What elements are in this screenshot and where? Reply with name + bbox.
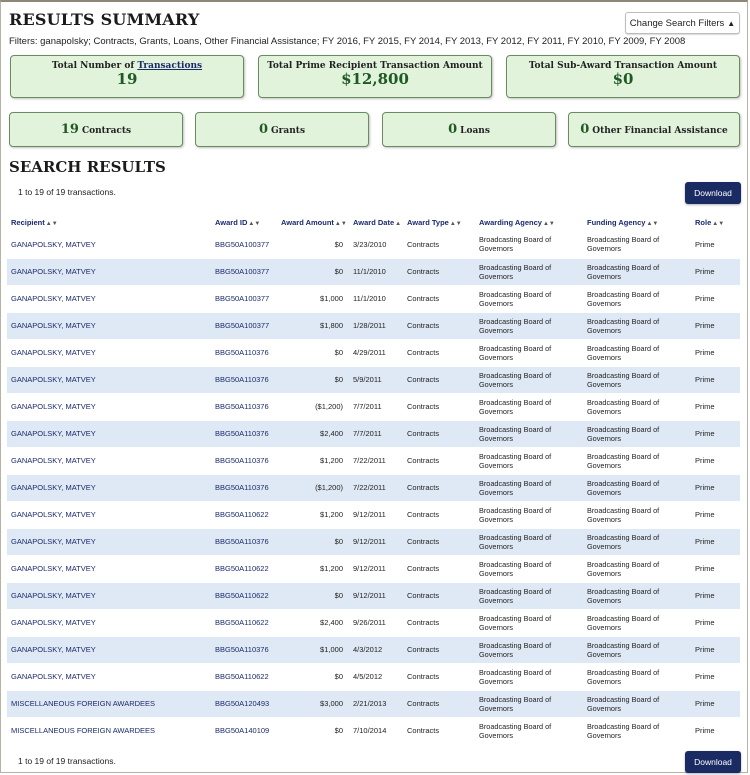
cell-role: Prime [691, 663, 740, 690]
download-button-top[interactable]: Download [685, 182, 741, 204]
table-row [7, 393, 740, 420]
cell-award-type: Contracts [403, 312, 475, 339]
cell-role: Prime [691, 312, 740, 339]
cell-award-date: 5/9/2011 [349, 366, 403, 393]
table-row [7, 555, 740, 582]
cell-award-id[interactable]: BBG50A110376 [211, 447, 277, 474]
cell-award-amount: $0 [277, 717, 349, 744]
cell-role: Prime [691, 501, 740, 528]
change-search-filters-label: Change Search Filters [629, 18, 725, 29]
cell-award-id[interactable]: BBG50A110376 [211, 636, 277, 663]
cell-award-date: 11/1/2010 [349, 285, 403, 312]
cell-award-id[interactable]: BBG50A120493 [211, 690, 277, 717]
cell-award-amount: ($1,200) [277, 393, 349, 420]
cell-awarding-agency: Broadcasting Board of Governors [475, 690, 583, 717]
cell-recipient[interactable]: GANAPOLSKY, MATVEY [7, 582, 211, 609]
cell-award-amount: $0 [277, 339, 349, 366]
cell-role: Prime [691, 420, 740, 447]
col-award-date[interactable]: Award Date▲ [353, 218, 402, 227]
cell-funding-agency: Broadcasting Board of Governors [583, 690, 691, 717]
filters-text: Filters: ganapolsky; Contracts, Grants, Loans, Other Financial Assistance; FY 2016, FY 2015, FY 2014, FY 2013, FY 2012, FY 2011, FY 2010, FY 2009, FY 2008 [9, 36, 686, 47]
cell-awarding-agency: Broadcasting Board of Governors [475, 501, 583, 528]
cell-award-amount: $0 [277, 231, 349, 258]
results-summary-title: RESULTS SUMMARY [9, 10, 200, 29]
cell-award-amount: $3,000 [277, 690, 349, 717]
subaward-amount-value: $0 [612, 70, 634, 88]
cell-awarding-agency: Broadcasting Board of Governors [475, 231, 583, 258]
loans-count: 0 [448, 122, 458, 137]
cell-awarding-agency: Broadcasting Board of Governors [475, 609, 583, 636]
col-award-id[interactable]: Award ID▲▼ [215, 218, 261, 227]
cell-role: Prime [691, 528, 740, 555]
cell-award-id[interactable]: BBG50A100377 [211, 285, 277, 312]
cell-award-amount: $1,800 [277, 312, 349, 339]
cell-awarding-agency: Broadcasting Board of Governors [475, 636, 583, 663]
cell-role: Prime [691, 447, 740, 474]
cell-award-date: 9/12/2011 [349, 555, 403, 582]
cell-awarding-agency: Broadcasting Board of Governors [475, 555, 583, 582]
table-row [7, 339, 740, 366]
col-award-type[interactable]: Award Type▲▼ [407, 218, 462, 227]
cell-award-type: Contracts [403, 258, 475, 285]
cell-award-type: Contracts [403, 285, 475, 312]
cell-funding-agency: Broadcasting Board of Governors [583, 366, 691, 393]
prime-amount-card [258, 55, 492, 98]
cell-award-date: 9/12/2011 [349, 582, 403, 609]
cell-award-type: Contracts [403, 555, 475, 582]
total-transactions-value: 19 [116, 70, 138, 88]
cell-awarding-agency: Broadcasting Board of Governors [475, 285, 583, 312]
cell-award-date: 7/22/2011 [349, 474, 403, 501]
sort-asc-icon: ▲ [395, 221, 402, 227]
table-row [7, 528, 740, 555]
cell-role: Prime [691, 582, 740, 609]
cell-award-id[interactable]: BBG50A110376 [211, 474, 277, 501]
cell-awarding-agency: Broadcasting Board of Governors [475, 393, 583, 420]
cell-recipient[interactable]: MISCELLANEOUS FOREIGN AWARDEES [7, 717, 211, 744]
cell-award-amount: $0 [277, 258, 349, 285]
cell-award-id[interactable]: BBG50A110376 [211, 420, 277, 447]
table-header-row [7, 214, 740, 231]
cell-recipient[interactable]: GANAPOLSKY, MATVEY [7, 339, 211, 366]
cell-award-date: 9/12/2011 [349, 501, 403, 528]
cell-awarding-agency: Broadcasting Board of Governors [475, 528, 583, 555]
col-funding-agency[interactable]: Funding Agency▲▼ [587, 218, 659, 227]
cell-award-type: Contracts [403, 501, 475, 528]
grants-card[interactable] [195, 112, 369, 147]
cell-award-date: 7/22/2011 [349, 447, 403, 474]
cell-award-id[interactable]: BBG50A110376 [211, 366, 277, 393]
sort-icon: ▲▼ [646, 221, 659, 227]
cell-funding-agency: Broadcasting Board of Governors [583, 609, 691, 636]
contracts-card[interactable] [9, 112, 183, 147]
cell-award-amount: $0 [277, 366, 349, 393]
cell-award-date: 1/28/2011 [349, 312, 403, 339]
cell-award-type: Contracts [403, 420, 475, 447]
cell-funding-agency: Broadcasting Board of Governors [583, 312, 691, 339]
cell-award-date: 4/3/2012 [349, 636, 403, 663]
cell-award-date: 3/23/2010 [349, 231, 403, 258]
cell-award-date: 2/21/2013 [349, 690, 403, 717]
cell-award-date: 4/29/2011 [349, 339, 403, 366]
other-assistance-count: 0 [580, 122, 590, 137]
table-row [7, 501, 740, 528]
cell-role: Prime [691, 258, 740, 285]
cell-recipient[interactable]: GANAPOLSKY, MATVEY [7, 501, 211, 528]
table-row [7, 312, 740, 339]
table-row [7, 717, 740, 744]
cell-funding-agency: Broadcasting Board of Governors [583, 528, 691, 555]
cell-role: Prime [691, 339, 740, 366]
results-count-bottom: 1 to 19 of 19 transactions. [18, 756, 116, 766]
cell-funding-agency: Broadcasting Board of Governors [583, 258, 691, 285]
cell-role: Prime [691, 636, 740, 663]
cell-award-amount: $1,200 [277, 447, 349, 474]
cell-awarding-agency: Broadcasting Board of Governors [475, 312, 583, 339]
results-table [7, 214, 740, 745]
col-award-amount[interactable]: Award Amount▲▼ [281, 218, 347, 227]
cell-award-type: Contracts [403, 717, 475, 744]
cell-role: Prime [691, 609, 740, 636]
cell-award-type: Contracts [403, 528, 475, 555]
sort-icon: ▲▼ [542, 221, 555, 227]
cell-funding-agency: Broadcasting Board of Governors [583, 474, 691, 501]
cell-recipient[interactable]: GANAPOLSKY, MATVEY [7, 258, 211, 285]
download-button-bottom[interactable]: Download [685, 751, 741, 773]
sort-icon: ▲▼ [45, 221, 58, 227]
prime-amount-value: $12,800 [341, 70, 409, 88]
cell-award-id[interactable]: BBG50A110622 [211, 609, 277, 636]
cell-recipient[interactable]: GANAPOLSKY, MATVEY [7, 366, 211, 393]
cell-role: Prime [691, 555, 740, 582]
loans-label: Loans [460, 126, 490, 136]
cell-award-id[interactable]: BBG50A100377 [211, 231, 277, 258]
cell-award-type: Contracts [403, 690, 475, 717]
cell-award-type: Contracts [403, 447, 475, 474]
cell-funding-agency: Broadcasting Board of Governors [583, 393, 691, 420]
cell-award-date: 7/7/2011 [349, 420, 403, 447]
table-row [7, 366, 740, 393]
cell-award-id[interactable]: BBG50A110622 [211, 555, 277, 582]
cell-awarding-agency: Broadcasting Board of Governors [475, 663, 583, 690]
table-row [7, 582, 740, 609]
cell-award-type: Contracts [403, 609, 475, 636]
cell-award-amount: $0 [277, 582, 349, 609]
cell-awarding-agency: Broadcasting Board of Governors [475, 582, 583, 609]
change-search-filters-button[interactable] [625, 12, 740, 34]
cell-award-type: Contracts [403, 231, 475, 258]
cell-award-amount: $1,200 [277, 555, 349, 582]
cell-role: Prime [691, 690, 740, 717]
cell-role: Prime [691, 231, 740, 258]
grants-count: 0 [258, 122, 268, 137]
cell-award-type: Contracts [403, 663, 475, 690]
cell-recipient[interactable]: GANAPOLSKY, MATVEY [7, 420, 211, 447]
grants-label: Grants [271, 126, 306, 136]
cell-recipient[interactable]: GANAPOLSKY, MATVEY [7, 231, 211, 258]
cell-recipient[interactable]: GANAPOLSKY, MATVEY [7, 474, 211, 501]
cell-role: Prime [691, 717, 740, 744]
cell-awarding-agency: Broadcasting Board of Governors [475, 474, 583, 501]
sort-icon: ▲▼ [712, 221, 725, 227]
sort-icon: ▲▼ [449, 221, 462, 227]
cell-award-date: 11/1/2010 [349, 258, 403, 285]
cell-award-id[interactable]: BBG50A140109 [211, 717, 277, 744]
cell-role: Prime [691, 285, 740, 312]
sort-icon: ▲▼ [334, 221, 347, 227]
cell-funding-agency: Broadcasting Board of Governors [583, 555, 691, 582]
cell-awarding-agency: Broadcasting Board of Governors [475, 258, 583, 285]
cell-award-type: Contracts [403, 474, 475, 501]
table-row [7, 690, 740, 717]
transactions-link[interactable]: Transactions [137, 61, 203, 71]
cell-funding-agency: Broadcasting Board of Governors [583, 285, 691, 312]
cell-award-id[interactable]: BBG50A110622 [211, 582, 277, 609]
cell-award-type: Contracts [403, 393, 475, 420]
cell-recipient[interactable]: GANAPOLSKY, MATVEY [7, 555, 211, 582]
cell-role: Prime [691, 366, 740, 393]
cell-funding-agency: Broadcasting Board of Governors [583, 663, 691, 690]
contracts-label: Contracts [81, 126, 132, 136]
col-awarding-agency[interactable]: Awarding Agency▲▼ [479, 218, 555, 227]
cell-award-amount: $1,000 [277, 285, 349, 312]
loans-card[interactable] [382, 112, 556, 147]
cell-award-id[interactable]: BBG50A100377 [211, 258, 277, 285]
prime-amount-label: Total Prime Recipient Transaction Amount [267, 61, 483, 71]
cell-award-type: Contracts [403, 366, 475, 393]
cell-recipient[interactable]: GANAPOLSKY, MATVEY [7, 528, 211, 555]
col-role[interactable]: Role▲▼ [695, 218, 725, 227]
cell-recipient[interactable]: GANAPOLSKY, MATVEY [7, 285, 211, 312]
col-recipient[interactable]: Recipient▲▼ [11, 218, 58, 227]
table-row [7, 663, 740, 690]
cell-award-amount: ($1,200) [277, 474, 349, 501]
cell-recipient[interactable]: MISCELLANEOUS FOREIGN AWARDEES [7, 690, 211, 717]
cell-awarding-agency: Broadcasting Board of Governors [475, 339, 583, 366]
results-count-top: 1 to 19 of 19 transactions. [18, 187, 116, 197]
cell-award-id[interactable]: BBG50A110376 [211, 528, 277, 555]
cell-award-id[interactable]: BBG50A110622 [211, 663, 277, 690]
contracts-count: 19 [60, 122, 79, 137]
cell-recipient[interactable]: GANAPOLSKY, MATVEY [7, 447, 211, 474]
cell-award-date: 9/26/2011 [349, 609, 403, 636]
subaward-amount-label: Total Sub-Award Transaction Amount [528, 61, 718, 71]
cell-award-type: Contracts [403, 582, 475, 609]
table-row [7, 474, 740, 501]
cell-role: Prime [691, 474, 740, 501]
search-results-title: SEARCH RESULTS [9, 158, 166, 176]
table-row [7, 420, 740, 447]
sort-icon: ▲▼ [248, 221, 261, 227]
cell-recipient[interactable]: GANAPOLSKY, MATVEY [7, 609, 211, 636]
cell-award-date: 7/10/2014 [349, 717, 403, 744]
table-row [7, 258, 740, 285]
cell-award-type: Contracts [403, 339, 475, 366]
cell-award-amount: $0 [277, 528, 349, 555]
cell-award-amount: $2,400 [277, 420, 349, 447]
table-row [7, 609, 740, 636]
cell-award-date: 4/5/2012 [349, 663, 403, 690]
other-assistance-card[interactable] [568, 112, 740, 147]
other-assistance-label: Other Financial Assistance [592, 126, 728, 136]
cell-awarding-agency: Broadcasting Board of Governors [475, 717, 583, 744]
caret-up-icon: ▲ [727, 19, 736, 28]
cell-awarding-agency: Broadcasting Board of Governors [475, 447, 583, 474]
cell-funding-agency: Broadcasting Board of Governors [583, 717, 691, 744]
cell-funding-agency: Broadcasting Board of Governors [583, 447, 691, 474]
cell-recipient[interactable]: GANAPOLSKY, MATVEY [7, 393, 211, 420]
cell-award-id[interactable]: BBG50A110376 [211, 393, 277, 420]
cell-funding-agency: Broadcasting Board of Governors [583, 231, 691, 258]
cell-funding-agency: Broadcasting Board of Governors [583, 339, 691, 366]
total-transactions-card [10, 55, 244, 98]
cell-award-date: 9/12/2011 [349, 528, 403, 555]
cell-award-amount: $2,400 [277, 609, 349, 636]
cell-recipient[interactable]: GANAPOLSKY, MATVEY [7, 312, 211, 339]
table-row [7, 636, 740, 663]
cell-funding-agency: Broadcasting Board of Governors [583, 636, 691, 663]
table-row [7, 447, 740, 474]
cell-award-date: 7/7/2011 [349, 393, 403, 420]
subaward-amount-card [506, 55, 740, 98]
cell-award-type: Contracts [403, 636, 475, 663]
cell-award-id[interactable]: BBG50A110376 [211, 339, 277, 366]
cell-awarding-agency: Broadcasting Board of Governors [475, 366, 583, 393]
cell-awarding-agency: Broadcasting Board of Governors [475, 420, 583, 447]
table-row [7, 285, 740, 312]
cell-funding-agency: Broadcasting Board of Governors [583, 501, 691, 528]
cell-award-amount: $0 [277, 663, 349, 690]
cell-award-amount: $1,000 [277, 636, 349, 663]
cell-role: Prime [691, 393, 740, 420]
cell-funding-agency: Broadcasting Board of Governors [583, 420, 691, 447]
cell-award-amount: $1,200 [277, 501, 349, 528]
cell-award-id[interactable]: BBG50A100377 [211, 312, 277, 339]
table-row [7, 231, 740, 258]
cell-funding-agency: Broadcasting Board of Governors [583, 582, 691, 609]
cell-recipient[interactable]: GANAPOLSKY, MATVEY [7, 636, 211, 663]
total-transactions-label: Total Number of Transactions [51, 61, 203, 71]
cell-award-id[interactable]: BBG50A110622 [211, 501, 277, 528]
cell-recipient[interactable]: GANAPOLSKY, MATVEY [7, 663, 211, 690]
